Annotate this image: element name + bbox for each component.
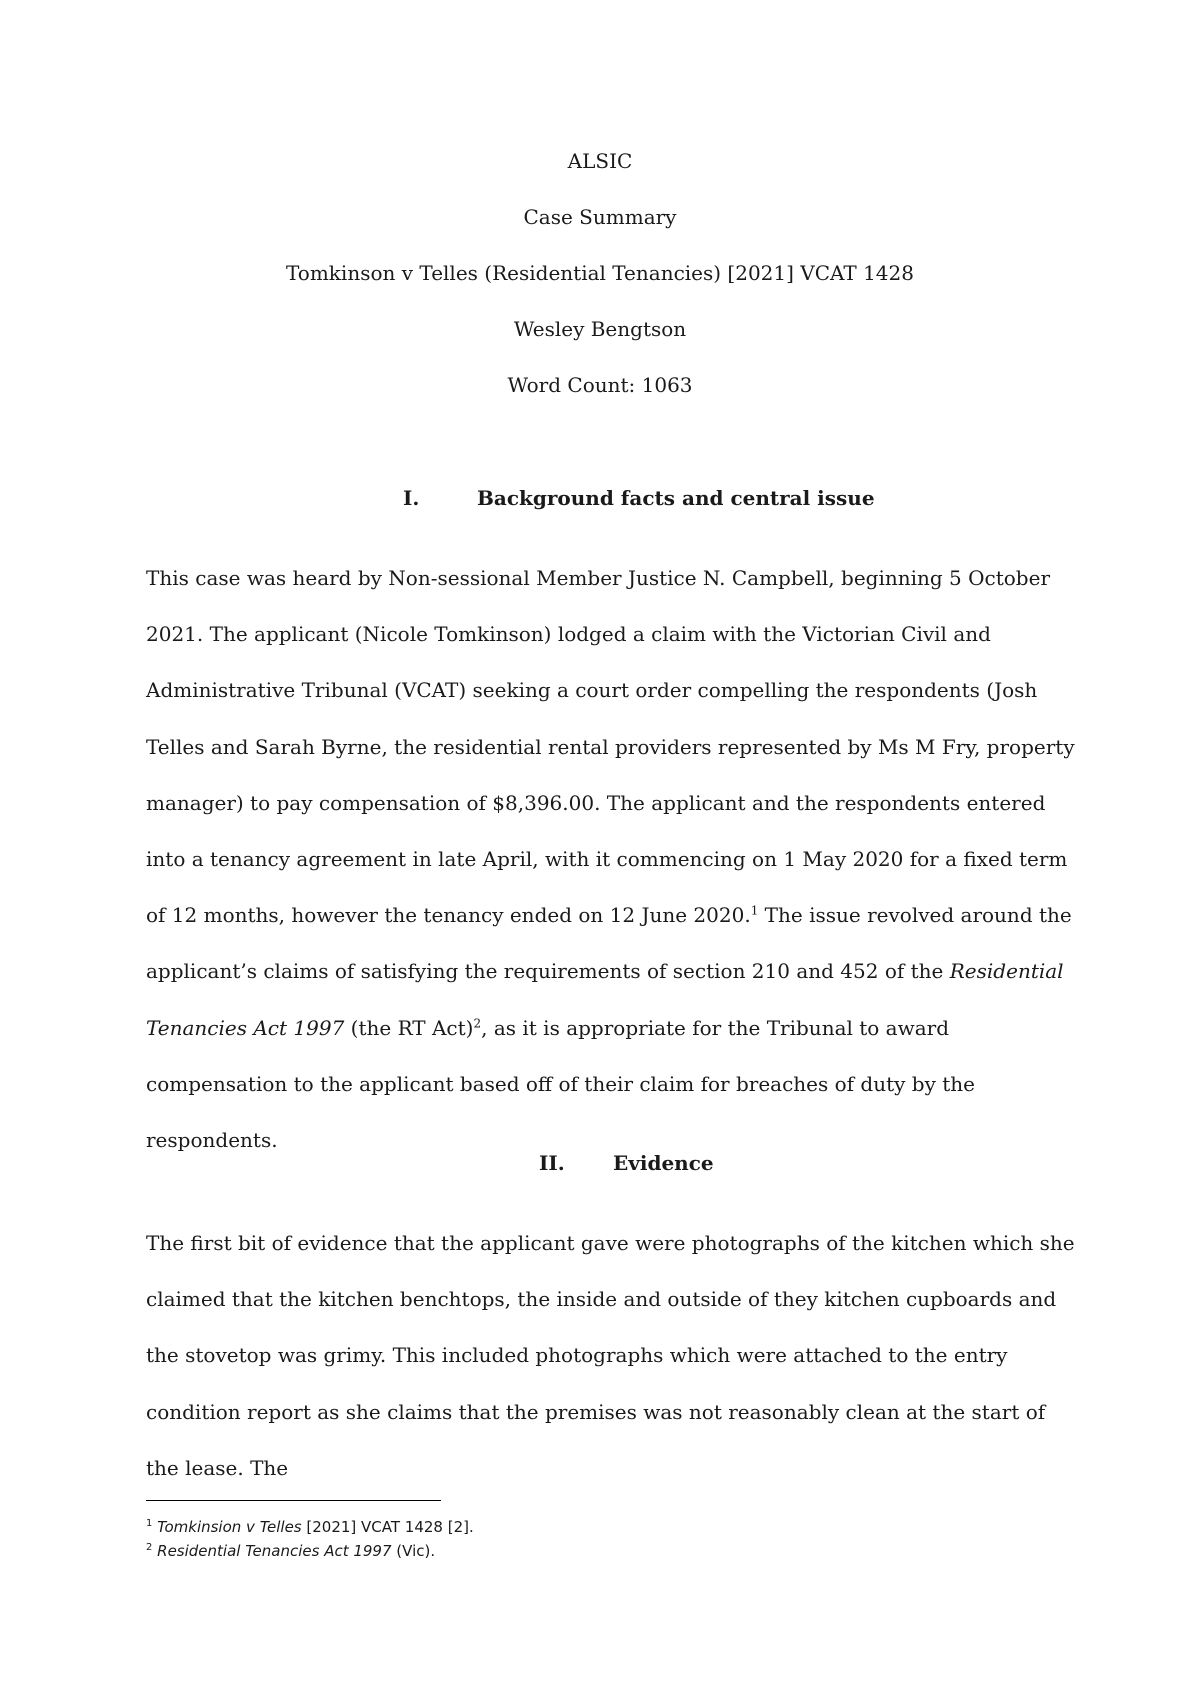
footnote-2 [146,1541,435,1561]
footnote-ref-1[interactable]: 1 [750,903,759,918]
paragraph-text: The first bit of evidence that the applicant gave were photographs of the kitchen which she claimed that the kitchen benchtops, the inside and outside of they kitchen cupboards and the stovetop was grimy. This included photographs which were attached to the entry condition report as she claims that the premises was not reasonably clean at the start of the lease. The [146,1231,1075,1480]
footnote-ref-2[interactable]: 2 [473,1015,482,1030]
footnote-act-name: Residential Tenancies Act 1997 [157,1542,392,1560]
footnote-citation: [2021] VCAT 1428 [2]. [301,1518,474,1536]
paragraph-background [146,550,1081,1168]
section-title: Evidence [613,1151,714,1175]
footnote-1 [146,1517,474,1537]
word-count: Word Count: 1063 [507,373,693,397]
footnote-citation: (Vic). [391,1542,436,1560]
footnote-case-name: Tomkinsion v Telles [157,1518,302,1536]
section-number: I. [403,486,420,510]
act-name: Residential Tenancies Act 1997 [146,959,1064,1040]
author-name: Wesley Bengtson [513,317,687,341]
paragraph-text: This case was heard by Non-sessional Member Justice N. Campbell, beginning 5 October 2021. The applicant (Nicole Tomkinson) lodged a claim with the Victorian Civil and Administrative Tribunal (VCAT) seeking a court order compelling the respondents (Josh Telles and Sarah Byrne, the residential rental providers represented by Ms M Fry, property manager) to pay compensation of $8,396.00. The applicant and the respondents entered into a tenancy agreement in late April, with it commencing on 1 May 2020 for a fixed term of 12 months, however the tenancy ended on 12 June 2020. [146,566,1075,928]
paragraph-text: The issue revolved around the applicant’s claims of satisfying the requirements of section 210 and 452 of the [146,903,1072,984]
case-name: Tomkinson v Telles (Residential Tenancies) [2021] VCAT 1428 [286,261,914,285]
paragraph-evidence [146,1215,1081,1496]
org-name: ALSIC [567,149,633,173]
paragraph-text: (the RT Act) [344,1015,474,1040]
paragraph-text: , as it is appropriate for the Tribunal to award compensation to the applicant based off of their claim for breaches of duty by the respondents. [146,1015,976,1153]
section-title: Background facts and central issue [477,486,875,510]
section-number: II. [539,1151,565,1175]
document-type: Case Summary [523,205,677,229]
footnote-marker: 2 [146,1542,153,1553]
footnote-marker: 1 [146,1518,153,1529]
footnote-separator [146,1500,441,1501]
